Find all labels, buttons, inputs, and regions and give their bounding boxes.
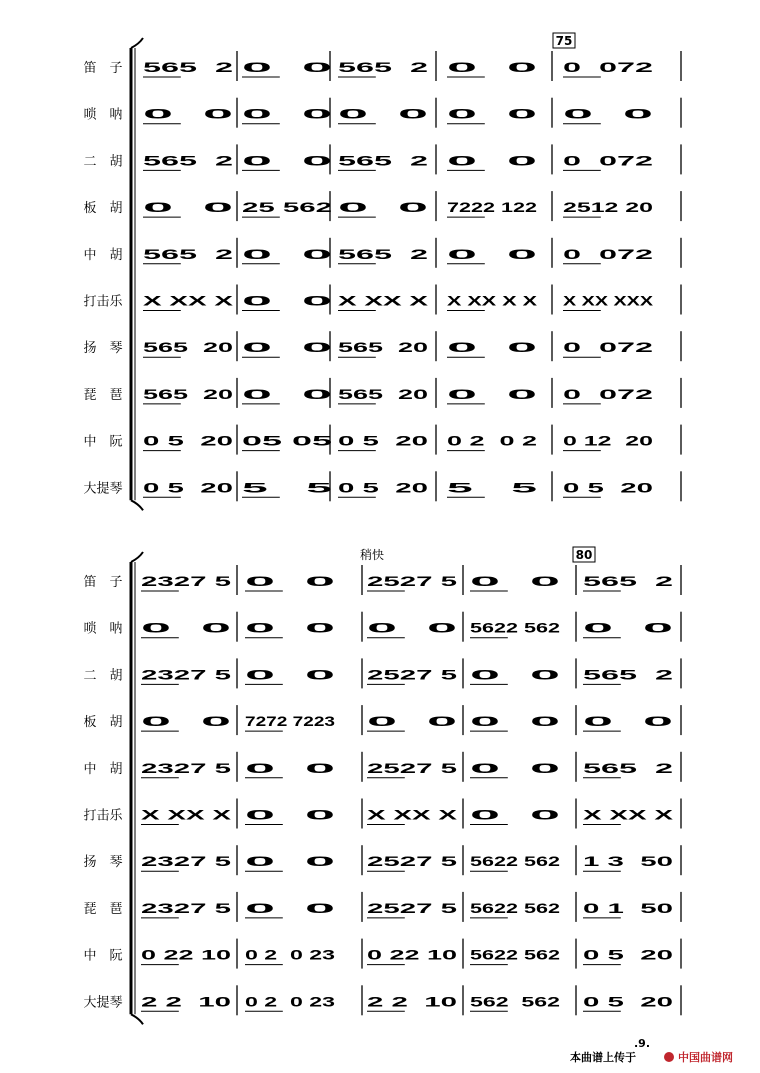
measure-notes: 0 5 20 <box>563 479 654 496</box>
measure-notes: 2327 5 <box>141 573 232 589</box>
measure-notes: 565 2 <box>338 59 429 75</box>
measure-notes: 0 0 <box>242 292 333 309</box>
measure-notes: 7222 122 <box>447 199 538 216</box>
measure-notes: 2527 5 <box>367 853 458 870</box>
measure-notes: 2327 5 <box>141 666 232 683</box>
measure-notes: 2327 5 <box>141 899 232 916</box>
measure-notes: 0 0 <box>338 105 429 122</box>
measure-notes: 0 072 <box>563 59 654 75</box>
measure-notes: 562 562 <box>470 993 561 1010</box>
measure-notes: X XX X <box>143 292 235 309</box>
measure-notes: 0 5 20 <box>583 946 674 963</box>
instrument-name: 大提琴 <box>83 995 123 1011</box>
measure-notes: 0 0 <box>447 339 538 356</box>
page-number: .9. <box>633 1037 651 1050</box>
rehearsal-number: 80 <box>575 548 593 562</box>
measure-notes: 0 2 0 2 <box>447 432 538 449</box>
measure-notes: 565 2 <box>583 573 674 589</box>
measure-notes: 0 0 <box>583 713 674 730</box>
measure-notes: 0 5 20 <box>143 432 234 449</box>
instrument-name: 笛 子 <box>83 575 123 590</box>
measure-notes: 2327 5 <box>141 853 232 870</box>
measure-notes: 0 0 <box>143 199 234 216</box>
measure-notes: 0 0 <box>470 759 561 776</box>
instrument-name: 琵 琶 <box>83 387 123 403</box>
measure-notes: 2527 5 <box>367 666 458 683</box>
measure-notes: 0 1 50 <box>583 899 674 916</box>
measure-notes: 2327 5 <box>141 759 232 776</box>
measure-notes: 2512 20 <box>563 199 654 216</box>
measure-notes: X XX X <box>367 806 459 823</box>
measure-notes: 0 072 <box>563 152 654 169</box>
measure-notes: 565 2 <box>143 152 234 169</box>
measure-notes: 0 0 <box>447 385 538 402</box>
measure-notes: 565 2 <box>143 59 234 75</box>
measure-notes: 0 0 <box>367 713 458 730</box>
measure-notes: 0 0 <box>447 152 538 169</box>
measure-notes: 0 5 20 <box>338 479 429 496</box>
instrument-name: 中 阮 <box>83 434 123 450</box>
instrument-name: 打击乐 <box>83 294 123 310</box>
measure-notes: 0 0 <box>242 385 333 402</box>
measure-notes: 5622 562 <box>470 946 561 963</box>
measure-notes: 2 2 10 <box>141 993 232 1010</box>
instrument-name: 唢 呐 <box>83 107 123 123</box>
instrument-name: 板 胡 <box>83 201 123 217</box>
instrument-name: 大提琴 <box>83 481 123 497</box>
measure-notes: 2 2 10 <box>367 993 458 1010</box>
measure-notes: 5622 562 <box>470 853 561 870</box>
measure-notes: 0 0 <box>563 105 654 122</box>
measure-notes: 7272 7223 <box>245 713 336 730</box>
instrument-name: 二 胡 <box>83 154 123 170</box>
tempo-mark: 稍快 <box>360 548 385 562</box>
measure-notes: 5 5 <box>242 479 333 496</box>
bracket-bottom-hook <box>131 500 143 510</box>
measure-notes: 0 0 <box>245 619 336 636</box>
measure-notes: 565 2 <box>338 152 429 169</box>
instrument-name: 二 胡 <box>83 668 123 684</box>
measure-notes: 2527 5 <box>367 899 458 916</box>
measure-notes: 05 05 <box>242 432 333 449</box>
measure-notes: 0 0 <box>447 59 538 75</box>
measure-notes: X XX X X <box>447 292 539 309</box>
measure-notes: 0 0 <box>470 666 561 683</box>
measure-notes: 0 0 <box>470 713 561 730</box>
measure-notes: 565 20 <box>143 385 234 402</box>
measure-notes: 565 20 <box>143 339 234 356</box>
instrument-name: 琵 琶 <box>83 901 123 917</box>
measure-notes: 25 562 <box>242 199 333 216</box>
measure-notes: 0 0 <box>470 806 561 823</box>
measure-notes: 5622 562 <box>470 619 561 636</box>
site-name[interactable]: 中国曲谱网 <box>678 1051 733 1064</box>
measure-notes: 0 5 20 <box>143 479 234 496</box>
bracket-top-hook <box>131 38 143 48</box>
measure-notes: 0 2 0 23 <box>245 946 336 963</box>
measure-notes: X XX XXX <box>563 292 654 309</box>
measure-notes: X XX X <box>141 806 233 823</box>
instrument-name: 中 胡 <box>83 247 123 263</box>
measure-notes: 0 0 <box>245 806 336 823</box>
score-system-1 <box>83 33 681 510</box>
measure-notes: X XX X <box>338 292 430 309</box>
measure-notes: 2527 5 <box>367 759 458 776</box>
instrument-name: 中 阮 <box>83 948 123 964</box>
measure-notes: 0 22 10 <box>141 946 232 963</box>
measure-notes: 0 0 <box>242 152 333 169</box>
measure-notes: 0 0 <box>367 619 458 636</box>
measure-notes: 0 0 <box>242 105 333 122</box>
measure-notes: 0 2 0 23 <box>245 993 336 1010</box>
measure-notes: 565 20 <box>338 385 429 402</box>
score-system-2 <box>83 547 681 1024</box>
measure-notes: 0 0 <box>447 105 538 122</box>
measure-notes: 0 0 <box>143 105 234 122</box>
instrument-name: 中 胡 <box>83 761 123 777</box>
measure-notes: 0 5 20 <box>338 432 429 449</box>
instrument-name: 扬 琴 <box>83 855 123 871</box>
measure-notes: 0 0 <box>245 899 336 916</box>
bracket-top-hook <box>131 552 143 562</box>
site-logo-icon <box>664 1052 674 1062</box>
bracket-bottom-hook <box>131 1014 143 1024</box>
instrument-name: 扬 琴 <box>83 341 123 357</box>
instrument-name: 板 胡 <box>83 715 123 731</box>
measure-notes: 0 12 20 <box>563 432 654 449</box>
measure-notes: 0 0 <box>141 619 232 636</box>
uploaded-text: 本曲谱上传于 <box>570 1051 636 1064</box>
measure-notes: 0 0 <box>141 713 232 730</box>
instrument-name: 笛 子 <box>83 61 123 76</box>
measure-notes: 565 2 <box>338 245 429 262</box>
rehearsal-number: 75 <box>555 34 573 48</box>
measure-notes: 565 2 <box>583 666 674 683</box>
measure-notes: 565 2 <box>143 245 234 262</box>
measure-notes: 2527 5 <box>367 573 458 589</box>
measure-notes: 0 0 <box>242 339 333 356</box>
measure-notes: 565 20 <box>338 339 429 356</box>
measure-notes: 0 0 <box>242 59 333 75</box>
instrument-name: 打击乐 <box>83 808 123 824</box>
measure-notes: 0 072 <box>563 339 654 356</box>
measure-notes: 0 5 20 <box>583 993 674 1010</box>
measure-notes: X XX X <box>583 806 675 823</box>
instrument-name: 唢 呐 <box>83 621 123 637</box>
measure-notes: 0 0 <box>245 759 336 776</box>
measure-notes: 0 072 <box>563 245 654 262</box>
measure-notes: 0 0 <box>338 199 429 216</box>
measure-notes: 0 0 <box>242 245 333 262</box>
measure-notes: 0 0 <box>447 245 538 262</box>
measure-notes: 0 22 10 <box>367 946 458 963</box>
measure-notes: 5622 562 <box>470 899 561 916</box>
measure-notes: 0 0 <box>245 666 336 683</box>
measure-notes: 0 0 <box>245 853 336 870</box>
measure-notes: 0 072 <box>563 385 654 402</box>
measure-notes: 0 0 <box>583 619 674 636</box>
measure-notes: 565 2 <box>583 759 674 776</box>
measure-notes: 0 0 <box>470 573 561 589</box>
measure-notes: 1 3 50 <box>583 853 674 870</box>
measure-notes: 5 5 <box>447 479 538 496</box>
measure-notes: 0 0 <box>245 573 336 589</box>
